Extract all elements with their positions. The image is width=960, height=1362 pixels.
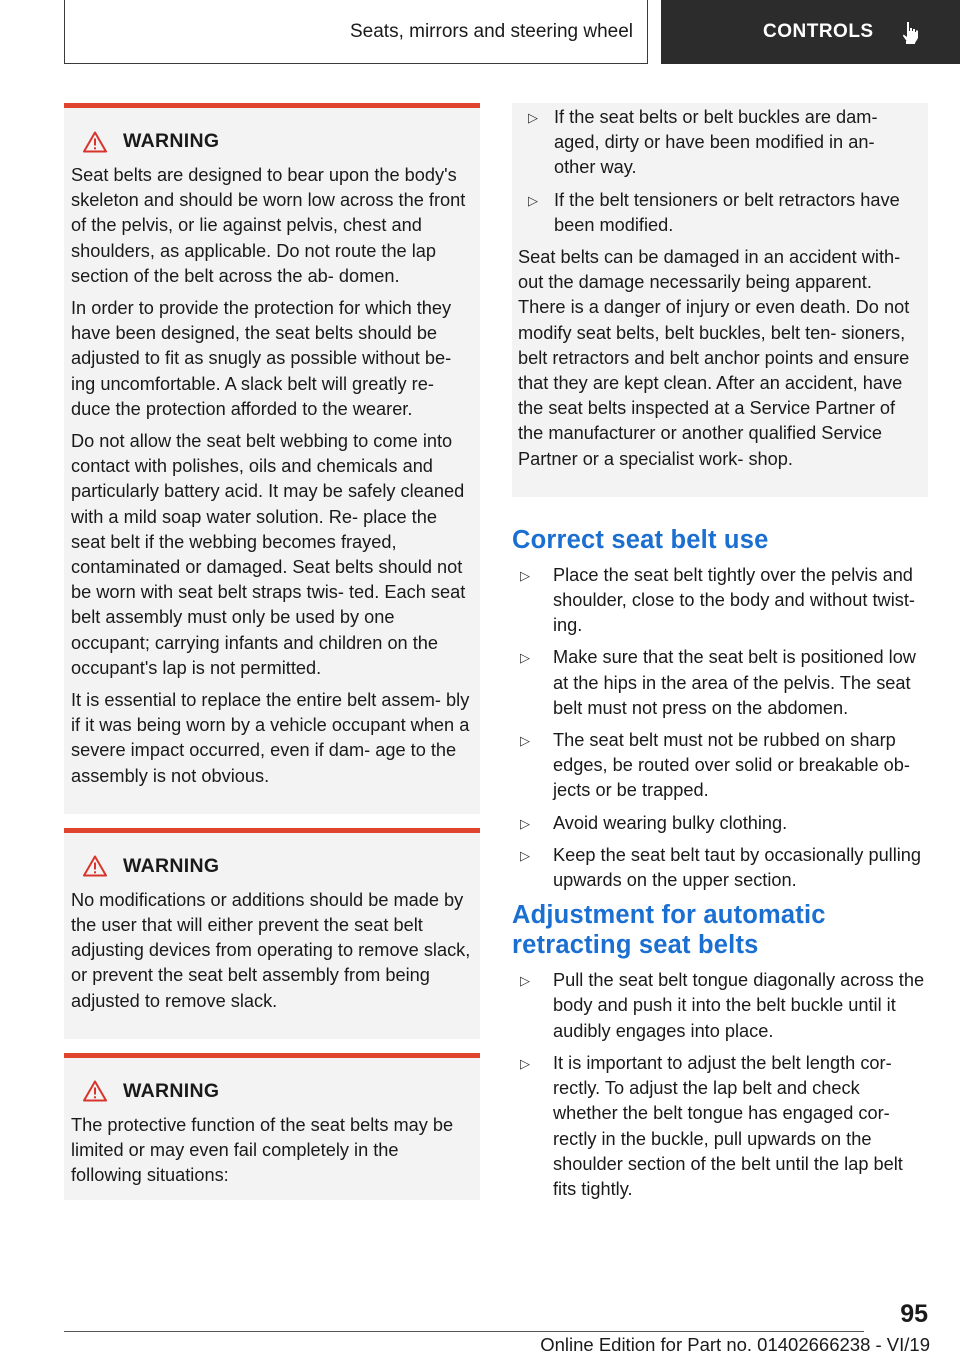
warning-triangle-icon bbox=[83, 131, 107, 153]
warning-header bbox=[71, 130, 474, 153]
bullet-marker-icon: ▷ bbox=[528, 110, 538, 125]
warning-triangle-icon bbox=[83, 855, 107, 877]
warning-paragraph: It is essential to replace the entire belt assem‐ bly if it was being worn by a vehicle occupant when a severe impact occurred, even if dam‐ age to the assembly is not obvious. bbox=[71, 690, 470, 786]
list-item bbox=[512, 1051, 928, 1202]
warning-header bbox=[71, 855, 474, 878]
bullet-marker-icon: ▷ bbox=[520, 567, 530, 583]
footer-divider bbox=[64, 1331, 864, 1332]
bullet-marker-icon: ▷ bbox=[520, 733, 530, 749]
warning-label: WARNING bbox=[123, 1079, 220, 1102]
warning-paragraph: The protective function of the seat belts may be limited or may even fail completely in the following situations: bbox=[71, 1114, 454, 1186]
warning-continued-box bbox=[512, 103, 928, 497]
edition-note: Online Edition for Part no. 01402666238 - VI/19 bbox=[540, 1334, 930, 1355]
bullet-marker-icon: ▷ bbox=[520, 847, 530, 863]
left-column bbox=[64, 103, 480, 1214]
list-item-text: It is important to adjust the belt length cor‐ rectly. To adjust the lap belt and check whether the belt tongue has engaged cor‐ rectly in the buckle, pull upwards on the shoulder section of the belt until the lap belt fits tightly. bbox=[553, 1052, 903, 1199]
list-item-text: Avoid wearing bulky clothing. bbox=[553, 812, 788, 833]
warning-paragraph: No modifications or additions should be made by the user that will either prevent the seat belt adjusting devices from operating to remove slack, or prevent the seat belt assembly from being adjusted to remove slack. bbox=[71, 889, 471, 1011]
list-item-text: The seat belt must not be rubbed on sharp edges, be routed over solid or breakable ob‐ jects or be trapped. bbox=[553, 730, 910, 801]
list-item bbox=[512, 728, 928, 804]
list-item-text: Pull the seat belt tongue diagonally across the body and push it into the belt buckle until it audibly engages into place. bbox=[553, 970, 925, 1041]
running-header bbox=[64, 0, 648, 64]
list-item-text: Keep the seat belt taut by occasionally pulling upwards on the upper section. bbox=[553, 844, 922, 891]
list-item-text: If the seat belts or belt buckles are dam‐ aged, dirty or have been modified in an‐ other way. bbox=[554, 107, 878, 178]
bullet-marker-icon: ▷ bbox=[520, 1055, 530, 1071]
list-item bbox=[512, 645, 928, 721]
list-item bbox=[518, 188, 920, 238]
chapter-tab[interactable] bbox=[661, 0, 960, 64]
warning-triangle-icon bbox=[83, 1080, 107, 1102]
warning-paragraph: Seat belts can be damaged in an accident with‐ out the damage necessarily being apparent. There is a danger of injury or even death. Do not modify seat belts, belt buckles, belt ten‐ sioners, belt retractors and belt anchor points and ensure that they are kept clean. After an accident, have the seat belts inspected at a Service Partner of the manufacturer or another qualified Service Partner or a specialist work‐ shop. bbox=[518, 247, 910, 469]
warning-box bbox=[64, 1053, 480, 1200]
warning-box bbox=[64, 103, 480, 814]
right-column bbox=[512, 103, 928, 1209]
warning-paragraph: Do not allow the seat belt webbing to come into contact with polishes, oils and chemicals and particularly battery acid. It may be safely cleaned with a mild soap water solution. Re‐ place the seat belt if the webbing becomes frayed, contaminated or damaged. Seat belts should not be worn with seat belt straps twis‐ ted. Each seat belt assembly must only be used by one occupant; carrying infants and children on the occupant's lap is not permitted. bbox=[71, 431, 466, 678]
list-item bbox=[512, 811, 928, 836]
warning-label: WARNING bbox=[123, 854, 220, 877]
list-item bbox=[518, 105, 920, 181]
warning-header bbox=[71, 1080, 474, 1103]
warning-paragraph: Seat belts are designed to bear upon the body's skeleton and should be worn low across the front of the pelvis, or lie against pelvis, chest and shoulders, as applicable. Do not route the lap section of the belt across the ab‐ domen. bbox=[71, 165, 466, 286]
bullet-marker-icon: ▷ bbox=[520, 815, 530, 831]
list-item-text: If the belt tensioners or belt retractors have been modified. bbox=[554, 189, 900, 235]
section-title: Seats, mirrors and steering wheel bbox=[349, 20, 633, 42]
correct-use-list bbox=[512, 563, 928, 893]
chapter-label: CONTROLS bbox=[763, 21, 874, 42]
list-item bbox=[512, 968, 928, 1044]
warning-label: WARNING bbox=[123, 130, 220, 152]
list-item-text: Make sure that the seat belt is positioned low at the hips in the area of the pelvis. The seat belt must not press on the abdomen. bbox=[553, 647, 916, 718]
list-item-text: Place the seat belt tightly over the pelvis and shoulder, close to the body and without twist‐ ing. bbox=[553, 564, 915, 636]
list-item bbox=[512, 563, 928, 639]
hand-pointer-icon bbox=[898, 19, 924, 45]
section-heading: Correct seat belt use bbox=[512, 525, 769, 554]
warning-bullet-list bbox=[518, 105, 920, 238]
section-heading: Adjustment for automatic retracting seat belts bbox=[512, 901, 826, 960]
page-number: 95 bbox=[900, 1300, 928, 1328]
warning-box bbox=[64, 828, 480, 1039]
bullet-marker-icon: ▷ bbox=[528, 192, 538, 208]
list-item bbox=[512, 843, 928, 893]
bullet-marker-icon: ▷ bbox=[520, 650, 530, 666]
bullet-marker-icon: ▷ bbox=[520, 973, 530, 989]
warning-paragraph: In order to provide the protection for which they have been designed, the seat belts should be adjusted to fit as snugly as possible without be‐ ing uncomfortable. A slack belt will greatly re‐ duce the protection afforded to the wearer. bbox=[71, 298, 452, 419]
adjustment-list bbox=[512, 968, 928, 1202]
